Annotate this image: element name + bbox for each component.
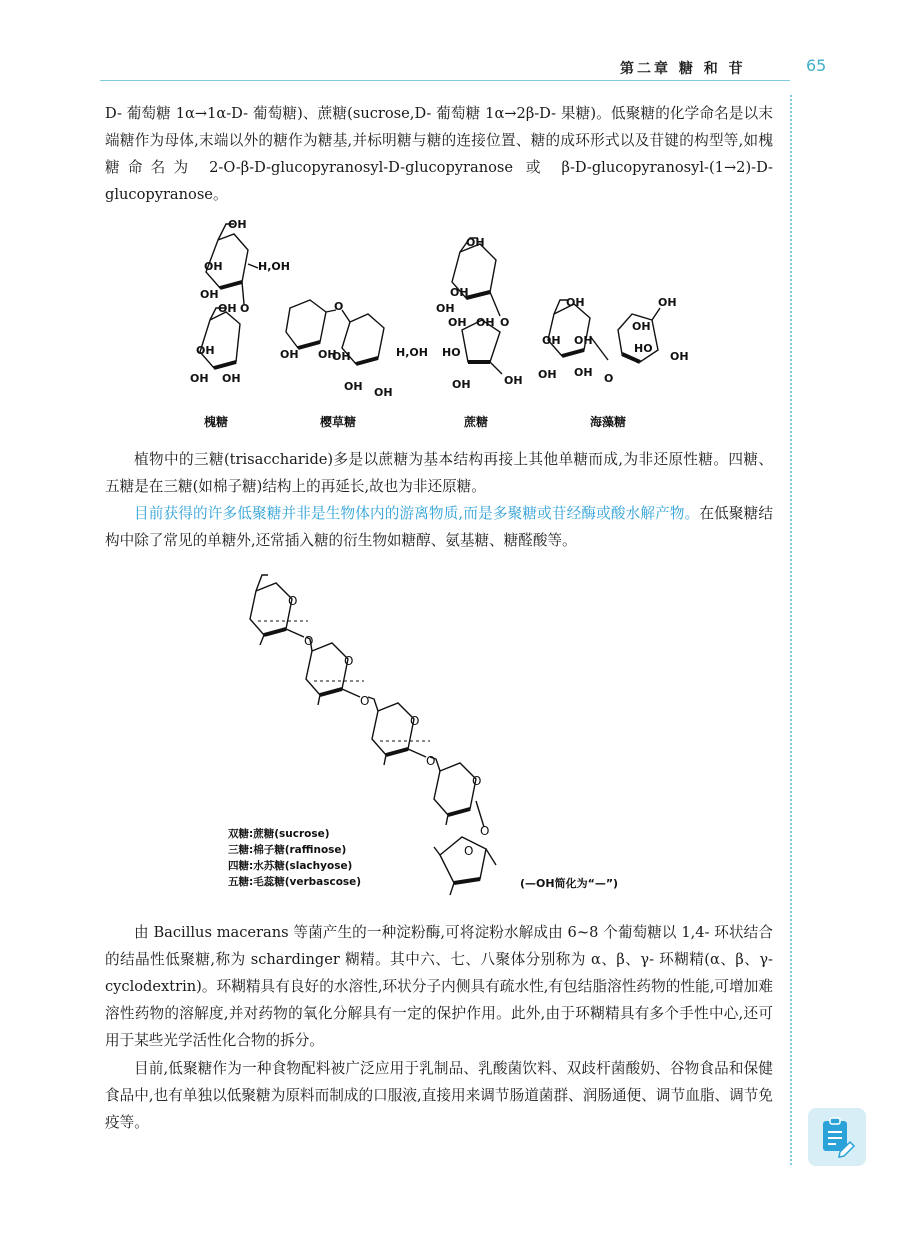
- chem-label: OH: [452, 378, 471, 391]
- chem-label: OH: [504, 374, 523, 387]
- oligosaccharide-chain-figure: [228, 565, 660, 901]
- ring-oxygen: O: [472, 774, 482, 788]
- chem-label: OH: [670, 350, 689, 363]
- paragraph-rest: 在低聚糖结构中除了常见的单糖外,还常插入糖的衍生物如糖醇、氨基糖、糖醛酸等。: [105, 505, 773, 549]
- chem-label: OH: [450, 286, 469, 299]
- chem-label: H,OH: [396, 346, 428, 359]
- header-divider: [100, 80, 790, 81]
- caption-trehalose: 海藻糖: [590, 415, 627, 429]
- page-number: 65: [806, 56, 827, 75]
- link-oxygen: O: [480, 824, 490, 838]
- paragraph-cyclodextrin: 由 Bacillus macerans 等菌产生的一种淀粉酶,可将淀粉水解成由 6~8 个葡萄糖以 1,4- 环状结合的结晶性低聚糖,称为 schardinger 糊精。其中六、七、八聚体分别称为 α、β、γ- 环糊精(α、β、γ-cyclodextrin)。环糊精具有良好的水溶性,环状分子内侧具有疏水性,有包结脂溶性药物的性能,可增加难溶性药物的溶解度,并对药物的氧化分解具有一定的保护作用。此外,由于环糊精具有多个手性中心,还可用于某些光学活性化合物的拆分。: [105, 924, 773, 1049]
- margin-dotted-line: [790, 95, 792, 1165]
- paragraph-applications: 目前,低聚糖作为一种食物配料被广泛应用于乳制品、乳酸菌饮料、双歧杆菌酸奶、谷物食品和保健食品中,也有单独以低聚糖为原料而制成的口服液,直接用来调节肠道菌群、润肠通便、调节血脂、调节免疫等。: [105, 1060, 773, 1131]
- ring-oxygen: O: [344, 654, 354, 668]
- chem-label: OH: [190, 372, 209, 385]
- paragraph-hydrolysis: [105, 500, 773, 554]
- caption-sucrose: 蔗糖: [464, 415, 489, 429]
- chem-label: OH: [196, 344, 215, 357]
- caption-primeverose: 樱草糖: [320, 415, 357, 429]
- paragraph-trisaccharide: 植物中的三糖(trisaccharide)多是以蔗糖为基本结构再接上其他单糖而成,为非还原性糖。四糖、五糖是在三糖(如棉子糖)结构上的再延长,故也为非还原糖。: [105, 451, 773, 495]
- chem-label: OH: [538, 368, 557, 381]
- link-oxygen: O: [360, 694, 370, 708]
- link-oxygen: O: [426, 754, 436, 768]
- chem-label: OH: [222, 372, 241, 385]
- ring-oxygen: O: [288, 594, 298, 608]
- chem-label: OH: [280, 348, 299, 361]
- chem-label: OH: [566, 296, 585, 309]
- chem-label: O: [240, 302, 250, 315]
- chem-label: O: [334, 300, 344, 313]
- chem-label: O: [604, 372, 614, 385]
- chem-label: OH: [448, 316, 467, 329]
- chem-label: OH: [204, 260, 223, 273]
- chem-label: OH: [436, 302, 455, 315]
- chapter-title: 第二章 糖 和 苷: [620, 61, 746, 77]
- chem-label: OH: [218, 302, 237, 315]
- chem-label: OH: [344, 380, 363, 393]
- simplification-note: (—OH简化为“—”): [520, 877, 619, 890]
- chem-label: OH: [574, 366, 593, 379]
- chem-label: OH: [542, 334, 561, 347]
- highlighted-sentence: 目前获得的许多低聚糖并非是生物体内的游离物质,而是多聚糖或苷经酶或酸水解产物。: [134, 505, 700, 522]
- ring-oxygen: O: [410, 714, 420, 728]
- chem-label: OH: [574, 334, 593, 347]
- chem-label: OH: [632, 320, 651, 333]
- legend-tetrasaccharide: 四糖:水苏糖(slachyose): [228, 860, 353, 872]
- chem-label: OH: [200, 288, 219, 301]
- chem-label: O: [500, 316, 510, 329]
- chem-label: HO: [442, 346, 461, 359]
- chem-label: OH: [466, 236, 485, 249]
- ring-oxygen: O: [464, 844, 474, 858]
- caption-sophorose: 槐糖: [204, 415, 229, 429]
- legend-trisaccharide: 三糖:棉子糖(raffinose): [228, 844, 347, 856]
- chem-label: OH: [476, 316, 495, 329]
- chem-label: OH: [374, 386, 393, 399]
- link-oxygen: O: [304, 634, 314, 648]
- note-edit-icon: [808, 1108, 866, 1166]
- chem-label: OH: [332, 350, 351, 363]
- legend-pentasaccharide: 五糖:毛蕊糖(verbascose): [228, 876, 362, 888]
- disaccharide-structures-figure: [170, 212, 730, 434]
- paragraph-oligosaccharide-naming: D- 葡萄糖 1α→1α-D- 葡萄糖)、蔗糖(sucrose,D- 葡萄糖 1α→2β-D- 果糖)。低聚糖的化学命名是以末端糖作为母体,末端以外的糖作为糖基,并标明糖与糖的连接位置、糖的成环形式以及苷键的构型等,如槐糖命名为 2-O-β-D-glucopyranosyl-D-glucopyranose 或 β-D-glucopyranosyl-(1→2)-D-glucopyranose。: [105, 105, 773, 203]
- chem-label: OH: [318, 348, 337, 361]
- chem-label: HO: [634, 342, 653, 355]
- chem-label: OH: [228, 218, 247, 231]
- chem-label: OH: [658, 296, 677, 309]
- legend-disaccharide: 双糖:蔗糖(sucrose): [228, 828, 330, 840]
- chem-label: H,OH: [258, 260, 290, 273]
